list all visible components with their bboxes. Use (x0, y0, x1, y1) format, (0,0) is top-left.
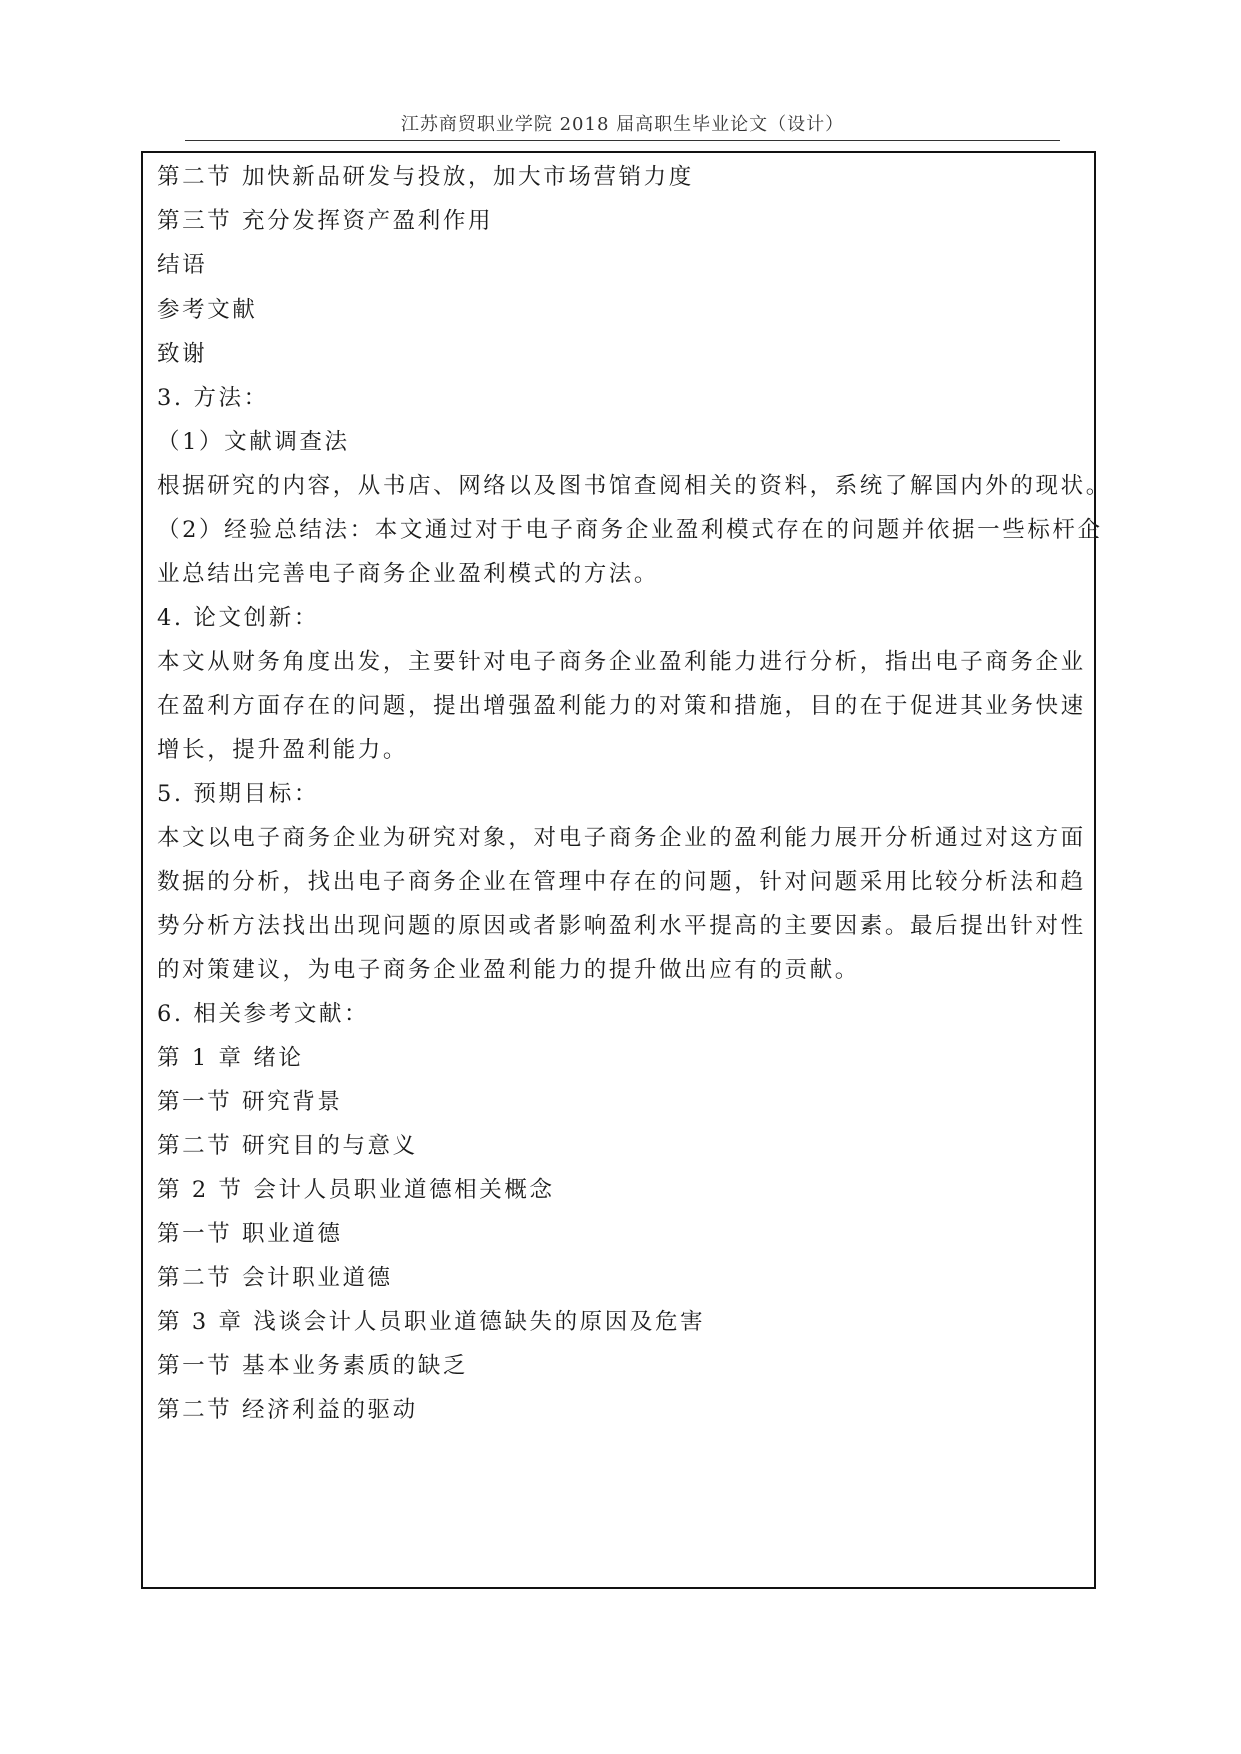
text-line: 致谢 (157, 341, 208, 367)
text-line: 4. 论文创新： (157, 605, 319, 631)
text-line: 第 2 节 会计人员职业道德相关概念 (157, 1177, 555, 1203)
text-line: 第二节 经济利益的驱动 (157, 1397, 418, 1423)
text-line: 第三节 充分发挥资产盈利作用 (157, 208, 494, 234)
text-line: 第一节 研究背景 (157, 1089, 343, 1115)
text-line: 本文以电子商务企业为研究对象，对电子商务企业的盈利能力展开分析通过对这方面 (157, 825, 1086, 851)
text-line: 第 1 章 绪论 (157, 1045, 304, 1071)
text-line: 第二节 会计职业道德 (157, 1265, 393, 1291)
text-line: 根据研究的内容，从书店、网络以及图书馆查阅相关的资料，系统了解国内外的现状。 (157, 473, 1111, 499)
page-header-title: 江苏商贸职业学院 2018 届高职生毕业论文（设计） (400, 114, 845, 135)
text-line: 参考文献 (157, 297, 258, 323)
text-line: 第二节 加快新品研发与投放，加大市场营销力度 (157, 164, 694, 190)
text-line: 的对策建议，为电子商务企业盈利能力的提升做出应有的贡献。 (157, 957, 860, 983)
text-line: 业总结出完善电子商务企业盈利模式的方法。 (157, 561, 660, 587)
text-line: 5. 预期目标： (157, 781, 319, 807)
text-line: 第一节 基本业务素质的缺乏 (157, 1353, 468, 1379)
text-line: 势分析方法找出出现问题的原因或者影响盈利水平提高的主要因素。最后提出针对性 (157, 913, 1086, 939)
text-line: 3. 方法： (157, 385, 269, 411)
text-line: 数据的分析，找出电子商务企业在管理中存在的问题，针对问题采用比较分析法和趋 (157, 869, 1086, 895)
text-line: 第二节 研究目的与意义 (157, 1133, 418, 1159)
text-line: 本文从财务角度出发，主要针对电子商务企业盈利能力进行分析，指出电子商务企业 (157, 649, 1086, 675)
text-line: 在盈利方面存在的问题，提出增强盈利能力的对策和措施，目的在于促进其业务快速 (157, 693, 1086, 719)
content-table-cell (141, 151, 1111, 1589)
text-line: （2）经验总结法：本文通过对于电子商务企业盈利模式存在的问题并依据一些标杆企 (157, 517, 1103, 543)
text-line: 增长，提升盈利能力。 (157, 737, 409, 763)
text-line: （1）文献调查法 (157, 429, 350, 455)
text-line: 第 3 章 浅谈会计人员职业道德缺失的原因及危害 (157, 1309, 706, 1335)
text-line: 第一节 职业道德 (157, 1221, 343, 1247)
text-line: 6. 相关参考文献： (157, 1001, 370, 1027)
header-divider (185, 140, 1060, 141)
text-line: 结语 (157, 252, 208, 278)
